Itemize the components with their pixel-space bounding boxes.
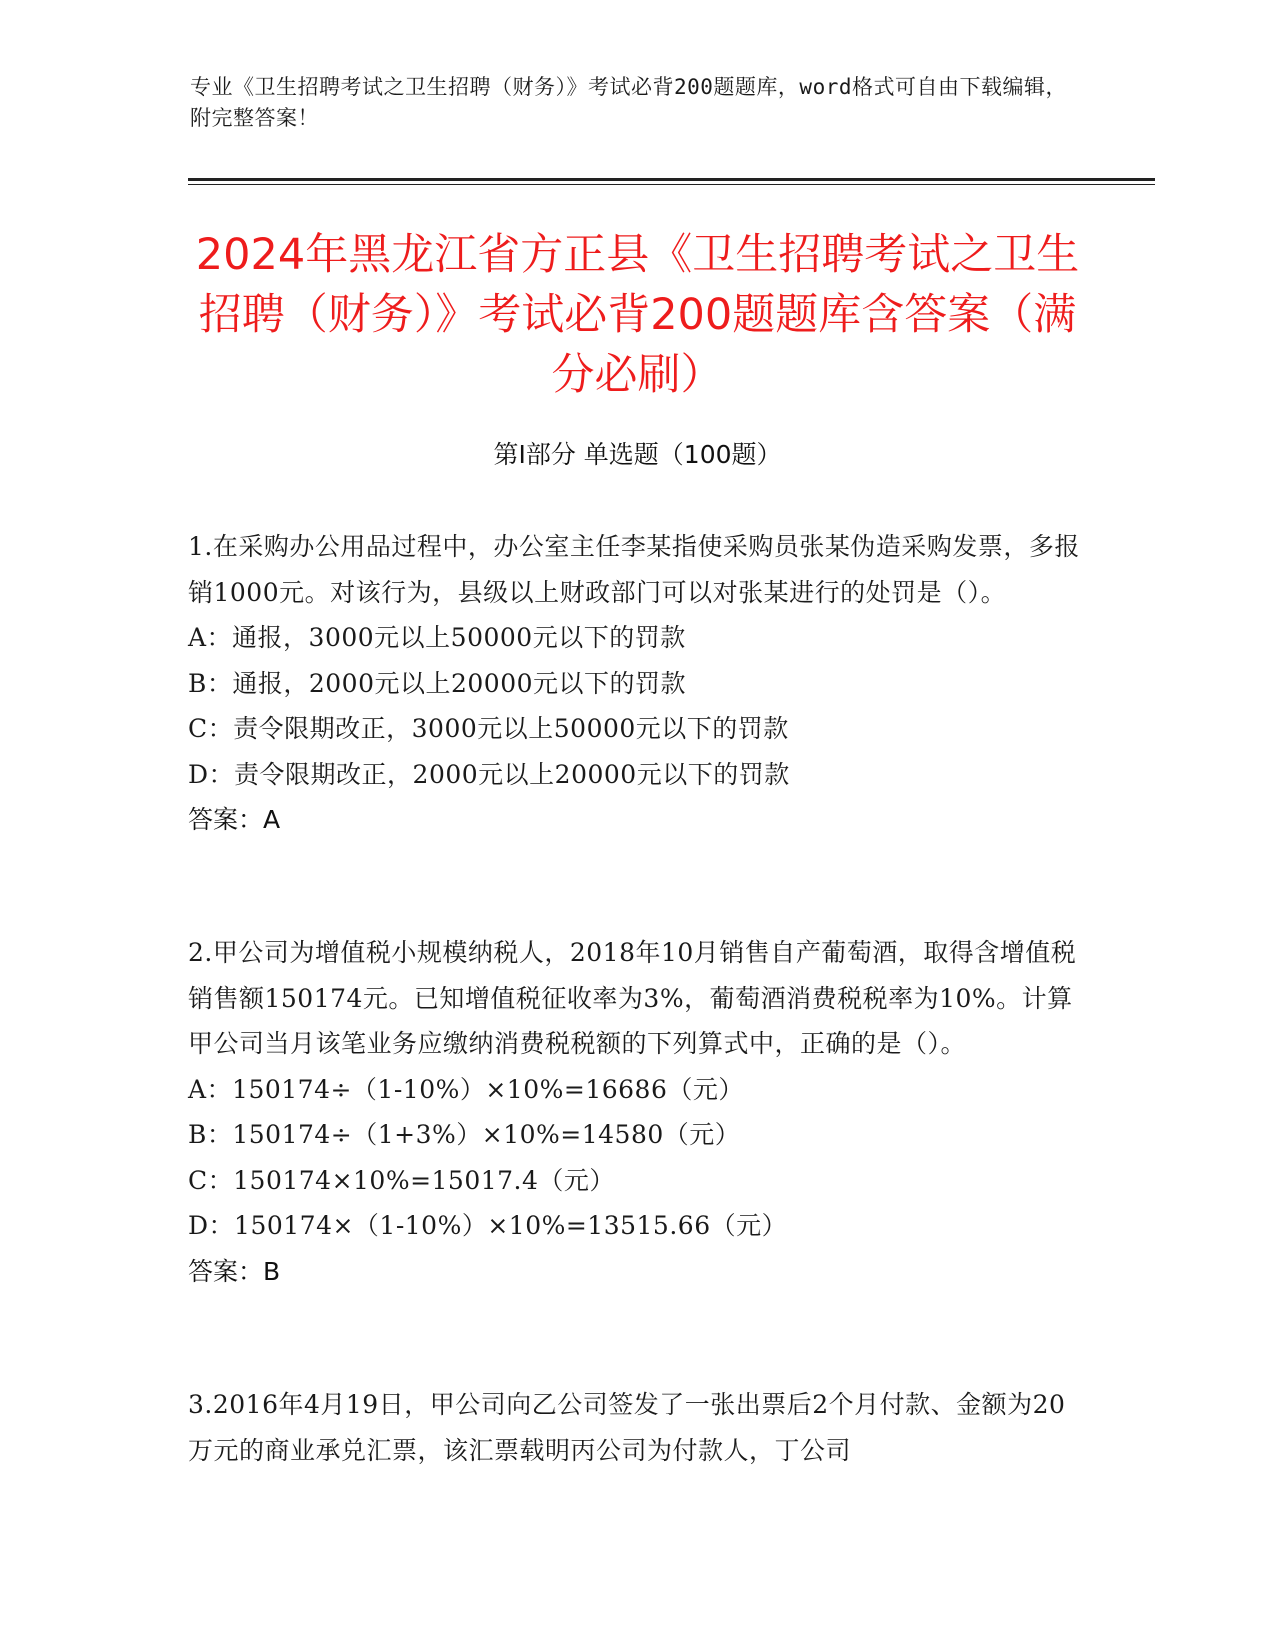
option-a: A：150174÷（1-10%）×10%=16686（元） bbox=[188, 1074, 744, 1104]
question-stem: 1.在采购办公用品过程中，办公室主任李某指使采购员张某伪造采购发票，多报销1000元。对该行为，县级以上财政部门可以对张某进行的处罚是（）。 bbox=[188, 532, 1080, 607]
question-stem: 2.甲公司为增值税小规模纳税人，2018年10月销售自产葡萄酒，取得含增值税销售额150174元。已知增值税征收率为3%，葡萄酒消费税税率为10%。计算甲公司当月该笔业务应缴纳消费税税额的下列算式中，正确的是（）。 bbox=[188, 938, 1077, 1058]
question-stem: 3.2016年4月19日，甲公司向乙公司签发了一张出票后2个月付款、金额为20万元的商业承兑汇票，该汇票载明丙公司为付款人，丁公司 bbox=[188, 1390, 1066, 1465]
answer-line: 答案：B bbox=[188, 1256, 281, 1286]
question-item bbox=[188, 930, 1088, 1294]
option-b: B：通报，2000元以上20000元以下的罚款 bbox=[188, 668, 687, 698]
question-item bbox=[188, 1382, 1088, 1473]
header-divider-thin bbox=[188, 184, 1155, 185]
option-d: D：责令限期改正，2000元以上20000元以下的罚款 bbox=[188, 759, 790, 789]
option-d: D：150174×（1-10%）×10%=13515.66（元） bbox=[188, 1211, 788, 1240]
document-title: 2024年黑龙江省方正县《卫生招聘考试之卫生招聘（财务）》考试必背200题题库含答案（满分必刷） bbox=[195, 230, 1080, 400]
option-c: C：责令限期改正，3000元以上50000元以下的罚款 bbox=[188, 714, 789, 743]
answer-line: 答案：A bbox=[188, 805, 281, 834]
question-item bbox=[188, 524, 1088, 843]
option-c: C：150174×10%=15017.4（元） bbox=[188, 1165, 615, 1195]
header-divider-thick bbox=[188, 178, 1155, 181]
option-a: A：通报，3000元以上50000元以下的罚款 bbox=[188, 623, 686, 652]
option-b: B：150174÷（1+3%）×10%=14580（元） bbox=[188, 1120, 741, 1149]
section-title: 第I部分 单选题（100题） bbox=[493, 440, 782, 469]
header-note: 专业《卫生招聘考试之卫生招聘（财务）》考试必背200题题库，word格式可自由下载编辑，附完整答案！ bbox=[190, 75, 1067, 130]
